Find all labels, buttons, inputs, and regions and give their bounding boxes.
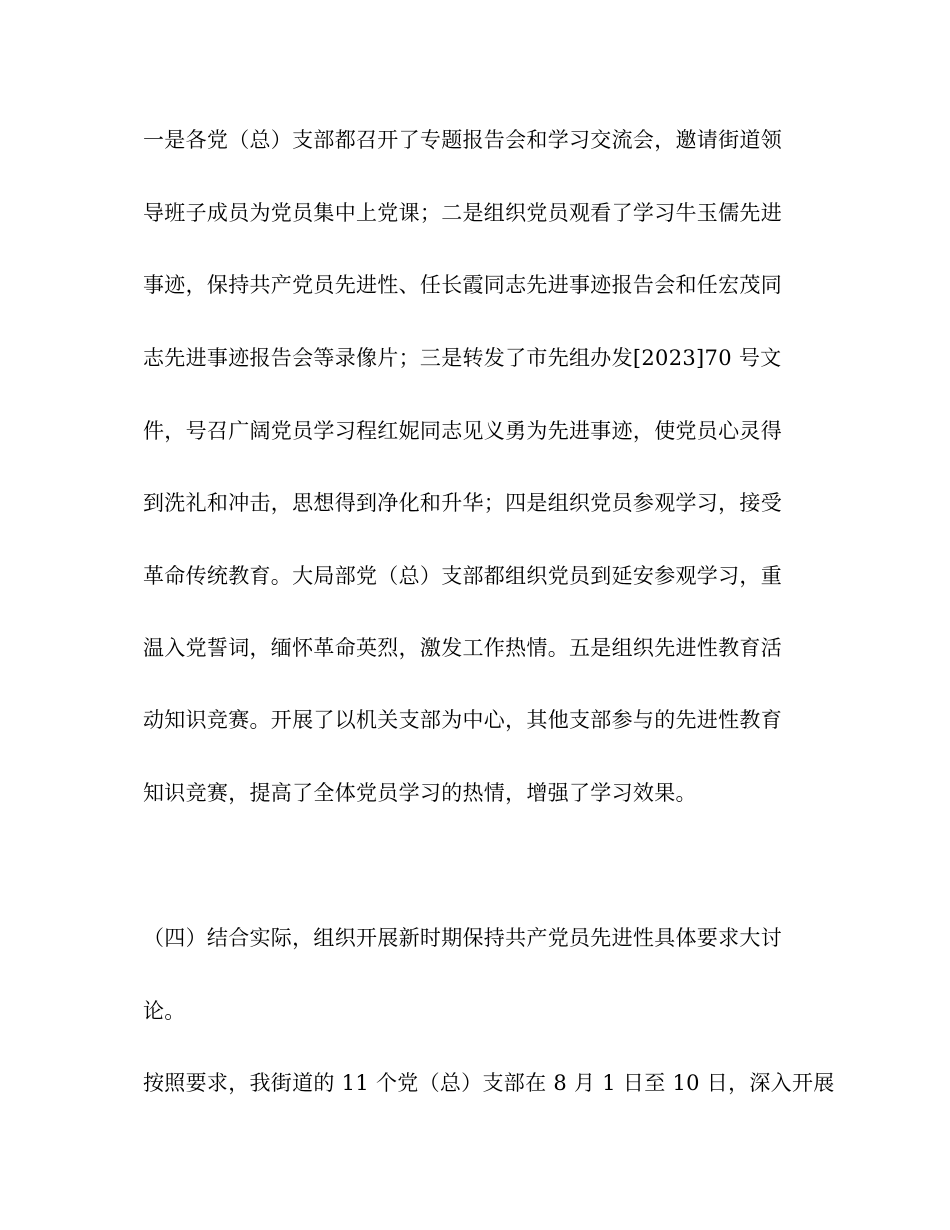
paragraph-line-4: 志先进事迹报告会等录像片；三是转发了市先组办发[2023]70 号文 bbox=[143, 346, 782, 370]
paragraph-line-5: 件，号召广阔党员学习程红妮同志见义勇为先进事迹，使党员心灵得 bbox=[143, 419, 782, 443]
section-heading-line-1: （四）结合实际，组织开展新时期保持共产党员先进性具体要求大讨 bbox=[143, 926, 782, 950]
paragraph-line-13: 按照要求，我街道的 11 个党（总）支部在 8 月 1 日至 10 日，深入开展 bbox=[143, 1071, 835, 1095]
paragraph-line-10: 知识竞赛，提高了全体党员学习的热情，增强了学习效果。 bbox=[143, 781, 697, 805]
paragraph-line-1: 一是各党（总）支部都召开了专题报告会和学习交流会，邀请街道领 bbox=[143, 128, 782, 152]
paragraph-line-2: 导班子成员为党员集中上党课；二是组织党员观看了学习牛玉儒先进 bbox=[143, 201, 782, 225]
section-heading-line-2: 论。 bbox=[143, 999, 186, 1023]
paragraph-line-9: 动知识竞赛。开展了以机关支部为中心，其他支部参与的先进性教育 bbox=[143, 708, 782, 732]
paragraph-line-7: 革命传统教育。大局部党（总）支部都组织党员到延安参观学习，重 bbox=[143, 564, 782, 588]
paragraph-line-6: 到洗礼和冲击，思想得到净化和升华；四是组织党员参观学习，接受 bbox=[143, 491, 782, 515]
paragraph-line-3: 事迹，保持共产党员先进性、任长霞同志先进事迹报告会和任宏茂同 bbox=[143, 273, 782, 297]
paragraph-line-8: 温入党誓词，缅怀革命英烈，激发工作热情。五是组织先进性教育活 bbox=[143, 636, 782, 660]
